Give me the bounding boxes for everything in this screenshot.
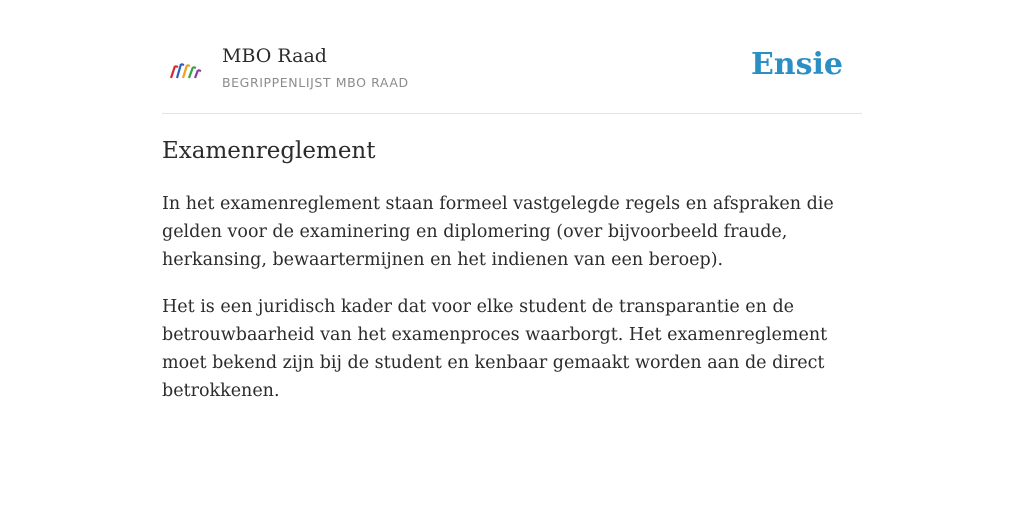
organization-name[interactable]: MBO Raad <box>222 45 327 67</box>
ensie-brand-link[interactable]: Ensie <box>750 47 843 82</box>
glossary-subtitle[interactable]: BEGRIPPENLIJST MBO RAAD <box>222 75 409 90</box>
mbo-raad-logo-icon <box>168 60 202 80</box>
definition-paragraph: In het examenreglement staan formeel vastgelegde regels en afspraken die gelden voor de examinering en diplomering (over bijvoorbeeld fraude, herkansing, bewaartermijnen en het indienen van een beroep). <box>162 194 834 270</box>
header <box>162 0 862 114</box>
entry-definition <box>162 190 867 424</box>
definition-paragraph: Het is een juridisch kader dat voor elke student de transparantie en de betrouwbaarheid van het examenproces waarborgt. Het examenreglement moet bekend zijn bij de student en kenbaar gemaakt worden aan de direct betrokkenen. <box>162 297 828 401</box>
page <box>162 0 862 401</box>
entry-title: Examenreglement <box>162 138 376 164</box>
